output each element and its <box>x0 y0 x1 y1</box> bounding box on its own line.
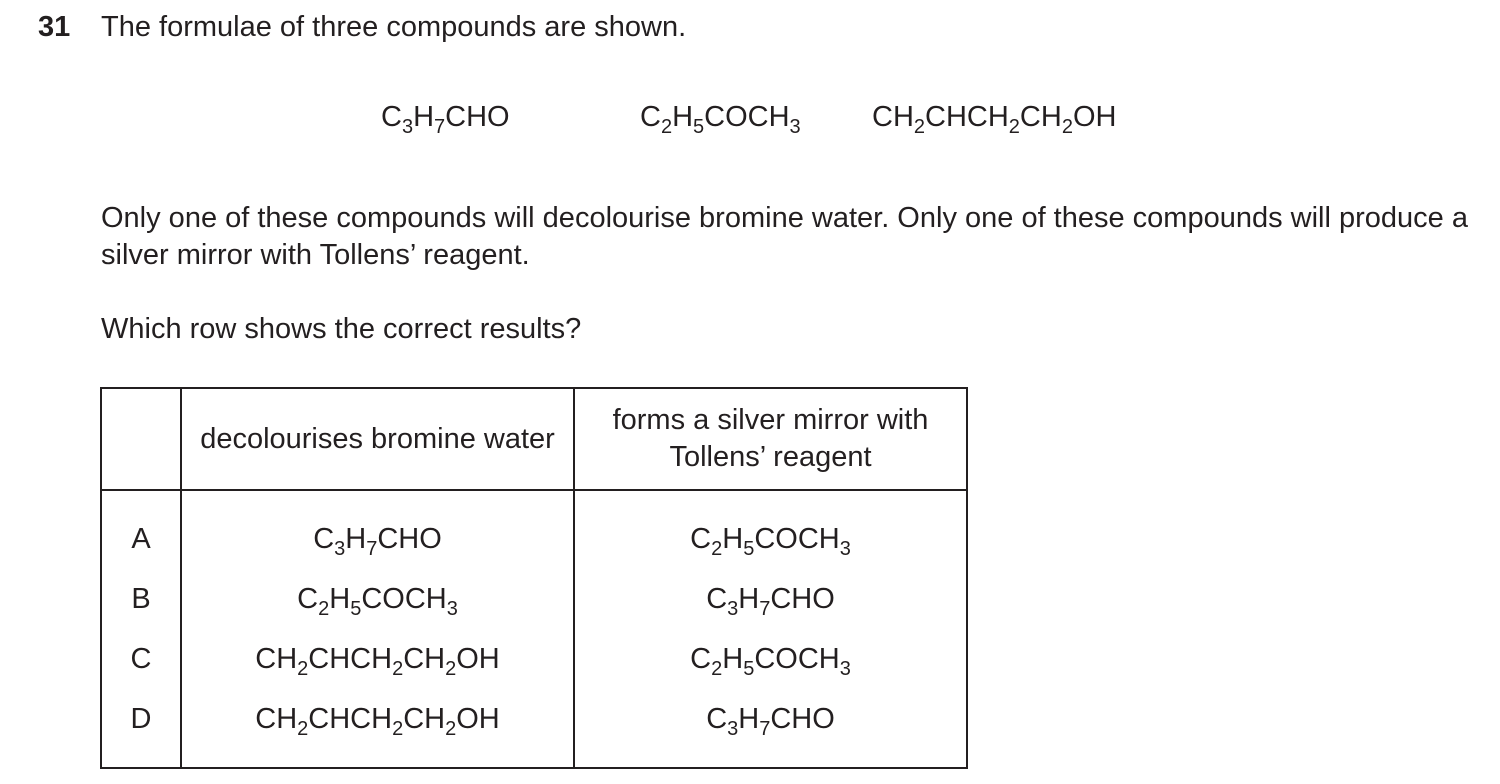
formula-subscript: 5 <box>743 538 755 560</box>
header-silver-mirror-line1: forms a silver mirror with <box>612 404 929 436</box>
formula-text: H <box>672 101 694 133</box>
formula-text: OH <box>1072 101 1117 133</box>
formula-text: CHCH <box>925 101 1009 133</box>
formula-subscript: 7 <box>434 116 446 138</box>
header-silver-mirror-line2: Tollens’ reagent <box>669 441 872 473</box>
formula-subscript: 2 <box>392 658 404 680</box>
formula-subscript: 7 <box>759 598 771 620</box>
formula-text: C <box>381 101 402 133</box>
formula-text: H <box>738 703 760 735</box>
formula-subscript: 2 <box>660 116 673 138</box>
formula-subscript: 2 <box>1008 116 1020 138</box>
formula-text: CH <box>255 643 298 675</box>
formula-text: OH <box>456 703 500 735</box>
row-letter: B <box>101 569 181 629</box>
formula-subscript: 7 <box>366 538 378 560</box>
row-silver-formula <box>574 569 967 629</box>
formula-subscript: 3 <box>789 116 801 138</box>
formula-text: CHCH <box>308 703 393 735</box>
row-bromine-formula <box>181 689 574 768</box>
formula-text: H <box>413 101 435 133</box>
header-letter <box>101 388 181 490</box>
question-prompt: Which row shows the correct results? <box>101 313 582 345</box>
formula-text: COCH <box>754 523 840 555</box>
formula-subscript: 5 <box>350 598 362 620</box>
formula-subscript: 2 <box>445 658 457 680</box>
formula-text: CH <box>403 643 446 675</box>
table-header-row <box>101 388 967 490</box>
formula-text: COCH <box>704 101 790 133</box>
formula-subscript: 3 <box>839 538 851 560</box>
formula-text: C <box>297 583 319 615</box>
formula-subscript: 2 <box>1061 116 1073 138</box>
formula-text: CH <box>403 703 446 735</box>
formula-text: H <box>738 583 760 615</box>
formula-text: C <box>640 101 661 133</box>
formula-text: CHO <box>377 523 442 555</box>
answer-table <box>100 387 968 769</box>
row-silver-formula <box>574 629 967 689</box>
formula-text: COCH <box>361 583 447 615</box>
row-bromine-formula <box>181 629 574 689</box>
table-row <box>101 629 967 689</box>
formula-subscript: 3 <box>334 538 346 560</box>
formula-text: CH <box>255 703 298 735</box>
formula-text: C <box>690 643 712 675</box>
header-silver-mirror <box>574 388 967 490</box>
table-row <box>101 689 967 768</box>
row-letter: D <box>101 689 181 768</box>
formula-subscript: 3 <box>401 116 414 138</box>
row-letter: C <box>101 629 181 689</box>
question-intro: The formulae of three compounds are shown. <box>101 11 687 43</box>
formula-text: H <box>722 523 744 555</box>
table-row <box>101 569 967 629</box>
formula-text: C <box>706 583 728 615</box>
formula-subscript: 3 <box>727 598 739 620</box>
row-silver-formula <box>574 689 967 768</box>
compound-formula-2 <box>640 100 801 138</box>
formula-text: CHO <box>770 583 835 615</box>
row-bromine-formula <box>181 490 574 569</box>
question-paragraph: Only one of these compounds will decolourise bromine water. Only one of these compounds will produce a silver mirror with Tollens’ reagent. <box>101 202 1468 271</box>
formula-text: C <box>313 523 335 555</box>
row-bromine-formula <box>181 569 574 629</box>
formula-subscript: 2 <box>297 658 309 680</box>
formula-text: H <box>345 523 367 555</box>
formula-text: CHCH <box>308 643 393 675</box>
formula-subscript: 2 <box>445 718 457 740</box>
compound-formula-1 <box>381 100 510 138</box>
row-letter: A <box>101 490 181 569</box>
formula-text: H <box>722 643 744 675</box>
formula-subscript: 3 <box>727 718 739 740</box>
formula-text: COCH <box>754 643 840 675</box>
formula-text: C <box>690 523 712 555</box>
formula-text: H <box>329 583 351 615</box>
formula-subscript: 3 <box>446 598 458 620</box>
formula-subscript: 7 <box>759 718 771 740</box>
formula-subscript: 2 <box>318 598 330 620</box>
table-row <box>101 490 967 569</box>
formula-text: OH <box>456 643 500 675</box>
formula-text: CH <box>1019 101 1062 133</box>
formula-text: C <box>706 703 728 735</box>
formula-subscript: 2 <box>711 538 723 560</box>
header-bromine-water: decolourises bromine water <box>181 388 574 490</box>
row-silver-formula <box>574 490 967 569</box>
compound-formula-3 <box>872 100 1117 138</box>
formula-subscript: 2 <box>913 116 926 138</box>
formula-subscript: 5 <box>743 658 755 680</box>
formula-subscript: 2 <box>297 718 309 740</box>
formula-text: CHO <box>445 101 510 133</box>
formula-subscript: 3 <box>839 658 851 680</box>
formula-text: CHO <box>770 703 835 735</box>
question-number: 31 <box>38 11 71 43</box>
formula-subscript: 5 <box>693 116 705 138</box>
formula-subscript: 2 <box>711 658 723 680</box>
formula-subscript: 2 <box>392 718 404 740</box>
formula-text: CH <box>872 101 914 133</box>
